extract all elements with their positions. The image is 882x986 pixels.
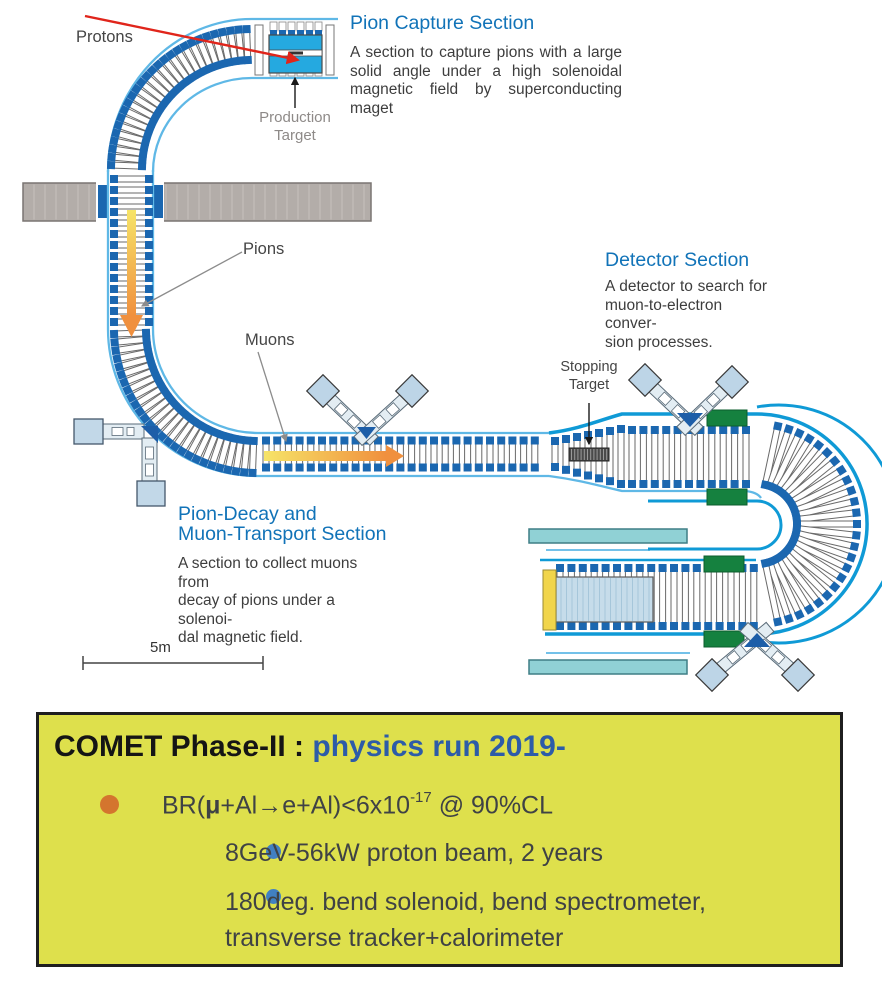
branching-ratio-bullet: $BR(\mu+Al\to e+Al)<6x10^{-17}$ @ 90%CL [162, 789, 554, 820]
radiation-shield-wall [23, 182, 371, 222]
capture-body-line: magnetic field by superconducting [350, 81, 622, 99]
comet-title-black: COMET Phase-II : [54, 730, 313, 763]
scale-bar-label: 5m [150, 639, 171, 656]
proton-beam-bullet: 8GeV-56kW proton beam, 2 years [225, 839, 603, 867]
detector-body-line: sion processes. [605, 333, 713, 351]
bullet-orange-icon [100, 795, 119, 814]
pions-label: Pions [243, 240, 285, 258]
pions-pointer [142, 252, 242, 306]
protons-label: Protons [76, 28, 133, 46]
green-magnet-block [704, 631, 744, 647]
production-target-label: Production Target [259, 109, 331, 144]
capture-body-line: maget [350, 99, 394, 117]
muons-pointer [258, 352, 286, 441]
detector-body-line: muon-to-electron conver- [605, 296, 723, 333]
detector-body-line: A detector to search for [605, 278, 767, 295]
production-target [289, 52, 303, 55]
yoke-bar [529, 660, 687, 674]
decay-body-line: decay of pions under a solenoi- [178, 592, 335, 628]
scale-bar [83, 656, 263, 670]
pion-beam-arrow [127, 210, 136, 316]
muon-beam-arrow [264, 451, 386, 461]
pion-capture-section-title: Pion Capture Section [350, 12, 535, 34]
stopping-target [569, 448, 609, 461]
pion-decay-section-title: Pion-Decay and Muon-Transport Section [178, 503, 387, 545]
pion-capture-solenoid [255, 22, 334, 76]
beam-blocker-support [74, 419, 165, 506]
spectrometer-bullet: 180deg. bend solenoid, bend spectrometer, transverse tracker+calorimeter [225, 888, 706, 952]
green-magnet-block [704, 556, 744, 572]
capture-body-line: solid angle under a high solenoidal [350, 62, 622, 80]
muons-label: Muons [245, 331, 295, 349]
capture-body-line: A section to capture pions with a large [350, 44, 622, 61]
yoke-bar [529, 529, 687, 543]
pion-capture-section-body [350, 44, 622, 118]
detector-endcap [543, 570, 556, 630]
stopping-target-label: Stopping Target [560, 359, 618, 393]
detector-section-title: Detector Section [605, 249, 750, 271]
decay-body-line: dal magnetic field. [178, 629, 303, 647]
comet-phase2-summary-box [36, 712, 843, 967]
green-magnet-block [707, 489, 747, 505]
bend-spectrometer-coils [761, 421, 861, 626]
comet-box-title [54, 730, 566, 764]
detector-section-body [605, 278, 767, 352]
green-magnet-block [707, 410, 747, 426]
detector-box [543, 570, 653, 630]
pion-decay-section-body [178, 555, 378, 648]
detector-upper-coils [628, 426, 750, 488]
decay-body-line: A section to collect muons from [178, 555, 358, 591]
detector-support-x [307, 375, 429, 446]
comet-title-blue: physics run 2019- [312, 730, 566, 763]
